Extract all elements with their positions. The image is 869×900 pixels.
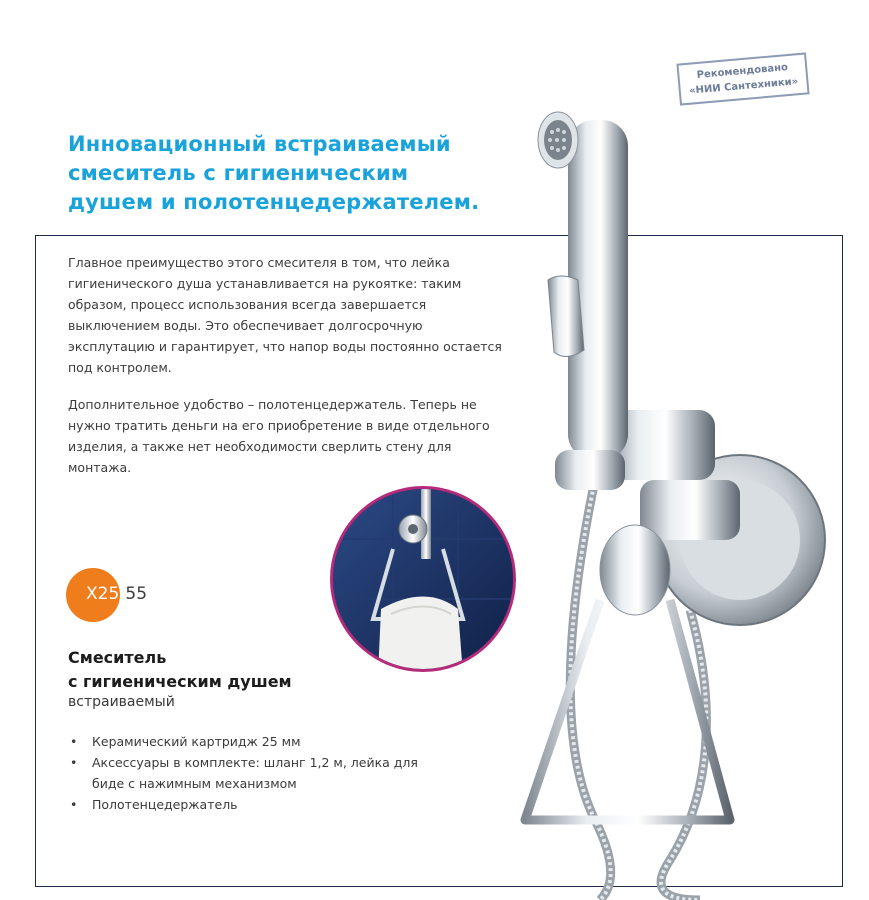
product-title-line-1: Смеситель	[68, 648, 167, 667]
feature-item: • Аксессуары в комплекте: шланг 1,2 м, лейка для биде с нажимным механизмом	[68, 752, 448, 794]
headline-line-3: душем и полотенцедержателем.	[68, 190, 480, 214]
product-title-line-2: с гигиеническим душем	[68, 672, 292, 691]
feature-item: • Керамический картридж 25 мм	[68, 731, 448, 752]
description	[68, 252, 508, 494]
stamp-line-1: Рекомендовано	[696, 62, 789, 81]
headline-line-1: Инновационный встраиваемый	[68, 132, 451, 156]
model-code	[86, 584, 147, 604]
product-title	[68, 646, 292, 694]
faucet-product-image	[500, 100, 830, 900]
headline-line-2: смеситель с гигиеническим	[68, 161, 409, 185]
model-code-prefix: X25-	[86, 584, 126, 604]
headline	[68, 130, 538, 217]
product-subtitle: встраиваемый	[68, 694, 175, 710]
recommendation-stamp	[676, 52, 809, 105]
towel-holder-detail-image	[330, 486, 516, 672]
stamp-line-2: «НИИ Сантехники»	[688, 76, 799, 97]
description-paragraph-1: Главное преимущество этого смесителя в том, что лейка гигиенического душа устанавливается на рукоятке: таким образом, процесс использования всегда завершается выключением воды. Это обеспечивает долгосрочную эксплутацию и гарантирует, что напор воды постоянно остается под контролем.	[68, 255, 502, 375]
feature-item: • Полотенцедержатель	[68, 794, 448, 815]
description-paragraph-2: Дополнительное удобство – полотенцедержатель. Теперь не нужно тратить деньги на его приобретение в виде отдельного изделия, а также нет необходимости сверлить стену для монтажа.	[68, 397, 490, 475]
feature-list	[68, 731, 448, 815]
model-code-suffix: 55	[125, 584, 148, 604]
